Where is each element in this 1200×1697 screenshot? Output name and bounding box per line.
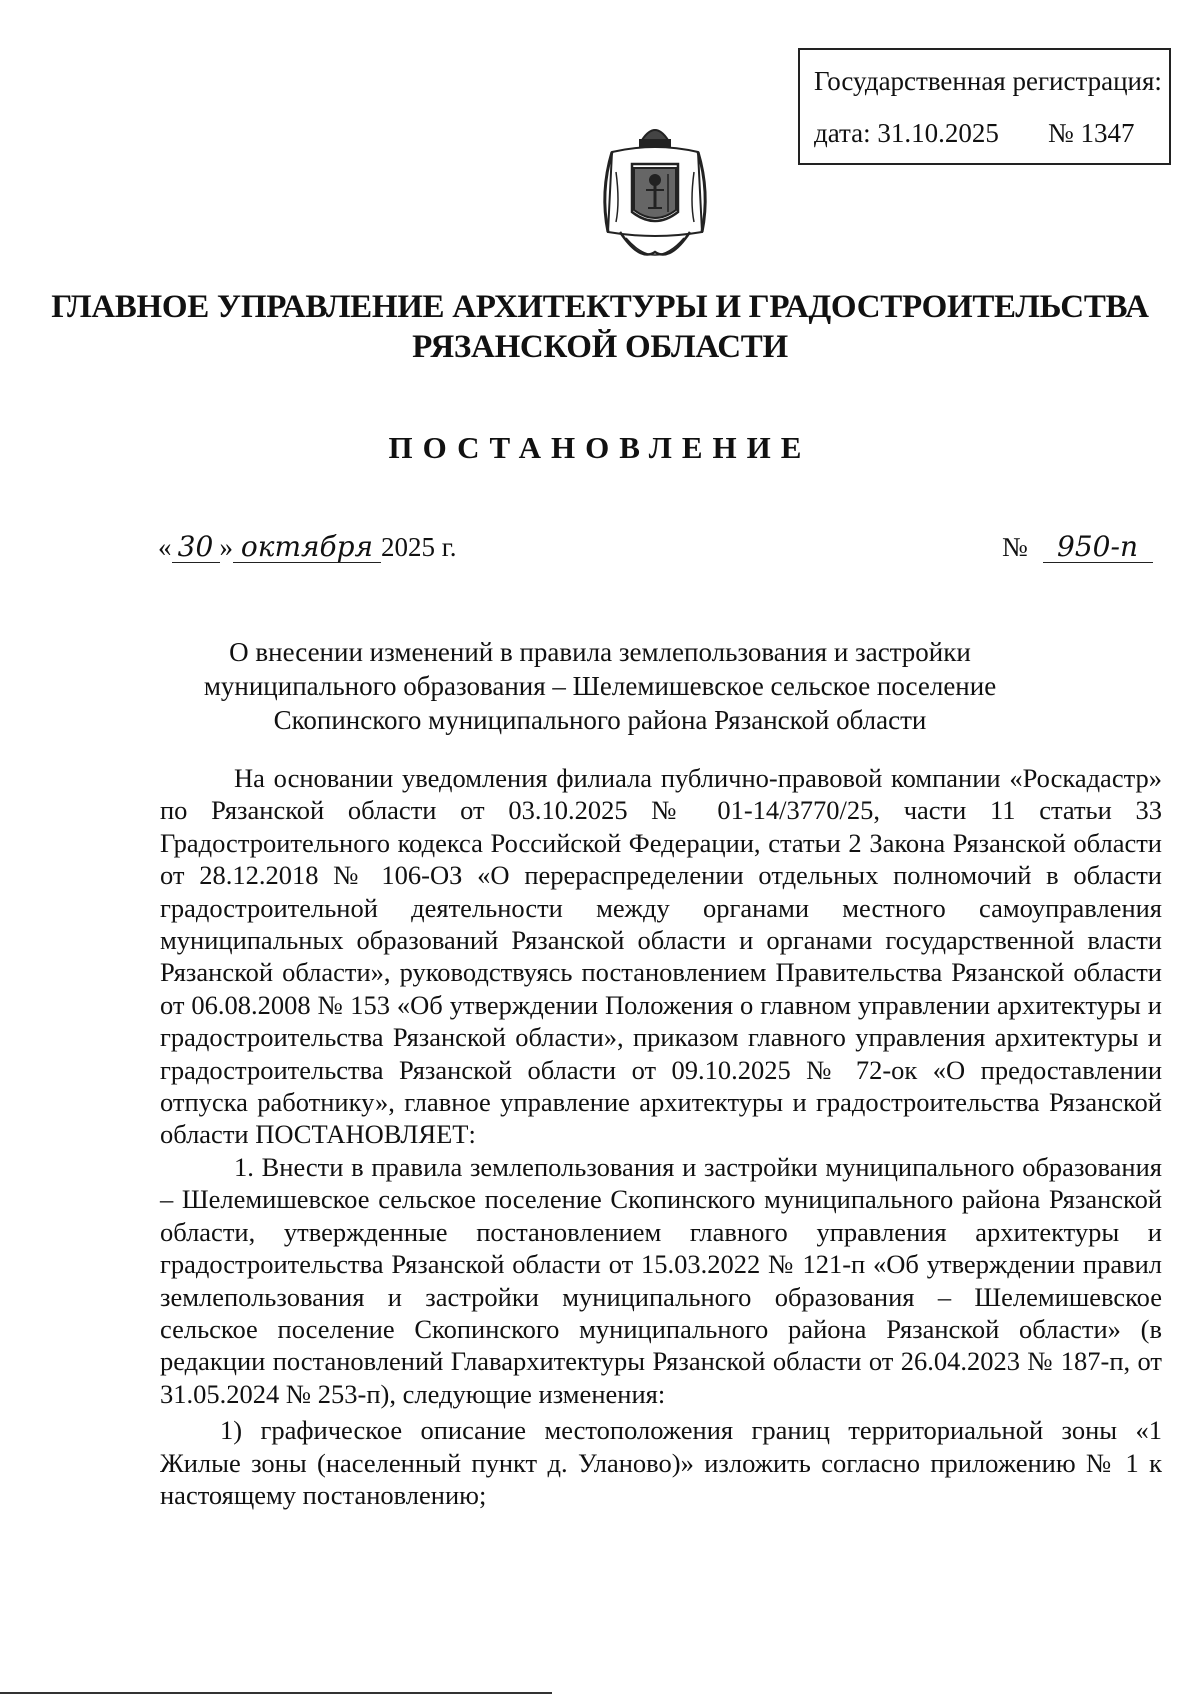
date-day: 30 [172,532,220,563]
decree-number [1002,532,1153,563]
registration-number: № 1347 [1048,118,1135,148]
document-type: ПОСТАНОВЛЕНИЕ [388,430,812,465]
subject-line2: муниципального образования – Шелемишевское сельское поселение [203,671,997,701]
date-close-quote: » [219,532,233,562]
date-open-quote: « [158,532,172,562]
preamble-paragraph: На основании уведомления филиала публично-правовой компании «Роскадастр» по Рязанской области от 03.10.2025 № 01-14/3770/25, части 11 статьи 33 Градостроительного кодекса Российской Федерации, статьи 2 Закона Рязанской области от 28.12.2018 № 106-ОЗ «О перераспределении отдельных полномочий в области градостроительной деятельности между органами местного самоуправления муниципальных образований Рязанской области и органами государственной власти Рязанской области», руководствуясь постановлением Правительства Рязанской области от 06.08.2008 № 153 «Об утверждении Положения о главном управлении архитектуры и градостроительства Рязанской области», приказом главного управления архитектуры и градостроительства Рязанской области от 09.10.2025 № 72-ок «О предоставлении отпуска работнику», главное управление архитектуры и градостроительства Рязанской области ПОСТАНОВЛЯЕТ: [160,763,1162,1150]
organization-name-line1: ГЛАВНОЕ УПРАВЛЕНИЕ АРХИТЕКТУРЫ И ГРАДОСТРОИТЕЛЬСТВА [51,289,1149,325]
ryazan-coat-of-arms-icon [590,112,720,272]
subitem-1-paragraph: 1) графическое описание местоположения границ территориальной зоны «1 Жилые зоны (населенный пункт д. Уланово)» изложить согласно приложению № 1 к настоящему постановлению; [160,1415,1162,1510]
registration-stamp [798,48,1171,165]
subject-line3: Скопинского муниципального района Рязанской области [273,705,927,735]
registration-title: Государственная регистрация: [814,66,1162,96]
number-value: 950-п [1043,532,1153,563]
organization-name-line2: РЯЗАНСКОЙ ОБЛАСТИ [412,329,788,365]
date-year: 2025 г. [381,532,457,562]
number-prefix: № [1002,532,1028,562]
decree-body [160,762,1162,1511]
subject-line1: О внесении изменений в правила землепользования и застройки [229,637,971,667]
organization-name [0,287,1200,367]
date-month: октября [233,532,381,563]
item-1-paragraph: 1. Внести в правила землепользования и застройки муниципального образования – Шелемишевское сельское поселение Скопинского муниципального района Рязанской области, утвержденные постановлением главного управления архитектуры и градостроительства Рязанской области от 15.03.2022 № 121-п «Об утверждении правил землепользования и застройки муниципального образования – Шелемишевское сельское поселение Скопинского муниципального района Рязанской области» (в редакции постановлений Главархитектуры Рязанской области от 26.04.2023 № 187-п, от 31.05.2024 № 253-п), следующие изменения: [160,1151,1162,1409]
footer-divider [0,1692,552,1694]
decree-date [158,532,457,563]
registration-date: дата: 31.10.2025 [814,118,999,148]
decree-subject [150,635,1050,737]
